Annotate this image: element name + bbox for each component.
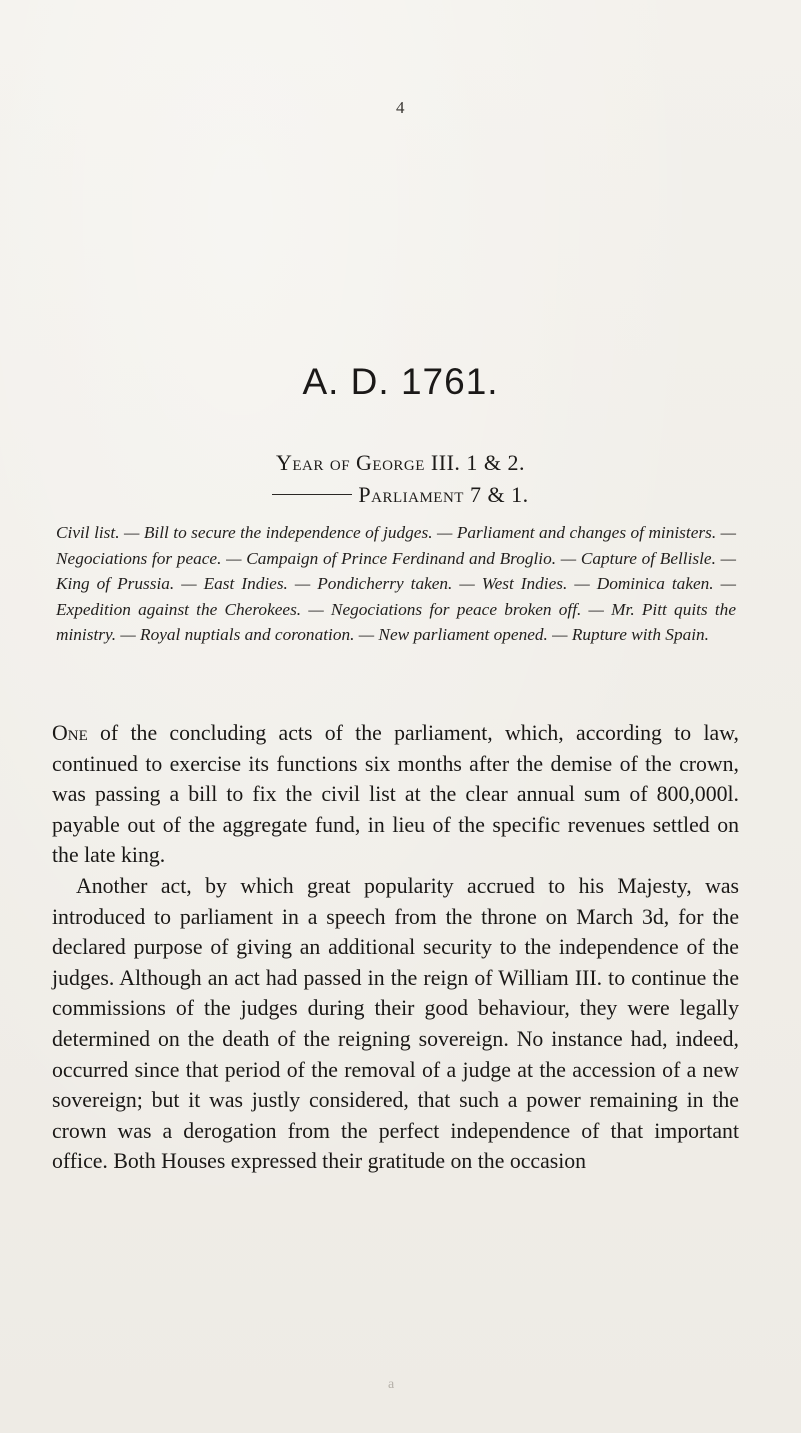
regnal-year-line: Year of George III. 1 & 2. [275,450,526,475]
year-heading: A. D. 1761. [302,361,499,402]
chapter-summary [56,520,736,648]
paragraph-1-text: of the concluding acts of the parliament, which, according to law, continued to exercise its functions six months after the demise of the crown, was passing a bill to fix the civil list at the clear annual sum of 800,000l. payable out of the aggregate fund, in lieu of the specific revenues settled on the late king. [52,721,739,868]
opening-word: One [52,721,88,745]
page-number: 4 [396,98,405,117]
summary-text: Civil list. — Bill to secure the independence of judges. — Parliament and changes of ministers. — Negociations for peace. — Campaign of Prince Ferdinand and Broglio. — Capture of Bellisle. — King of Prussia. — East Indies. — Pondicherry taken. — West Indies. — Dominica taken. — Expedition against the Cherokees. — Negociations for peace broken off. — Mr. Pitt quits the ministry. — Royal nuptials and coronation. — New parliament opened. — Rupture with Spain. [56,523,736,645]
signature-mark: a [388,1377,395,1392]
dash-rule [272,494,352,495]
body-text [52,718,739,1177]
paragraph-2: Another act, by which great popularity accrued to his Majesty, was introduced to parliament in a speech from the throne on March 3d, for the declared purpose of giving an additional security to the independence of the judges. Although an act had passed in the reign of William III. to continue the commissions of the judges during their good behaviour, they were legally determined on the death of the reigning sovereign. No instance had, indeed, occurred since that period of the removal of a judge at the accession of a new sovereign; but it was justly considered, that such a power remaining in the crown was a derogation from the perfect independence of that important office. Both Houses expressed their gratitude on the occasion [52,873,739,1174]
parliament-line [0,482,801,508]
parliament-label: Parliament 7 & 1. [358,482,529,507]
paragraph-1 [52,718,739,871]
